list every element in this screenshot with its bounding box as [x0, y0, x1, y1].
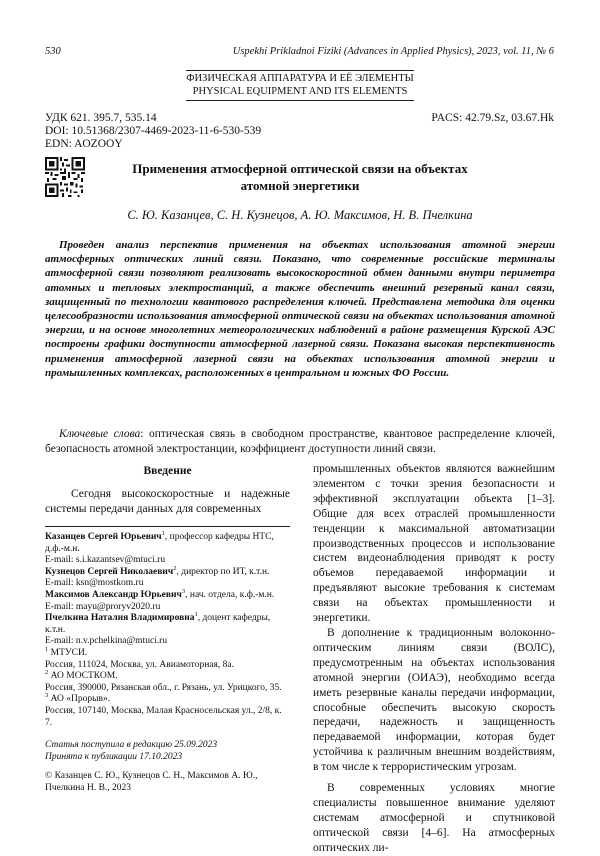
copyright-notice: © Казанцев С. Ю., Кузнецов С. Н., Максимов А. Ю., Пчелкина Н. В., 2023 [45, 771, 258, 793]
affiliation-1: $^1$ МТУСИ. [45, 645, 88, 658]
body-column-right [313, 462, 555, 856]
body-paragraph: В дополнение к традиционным волоконно-оптическим линиям связи (ВОЛС), предусмотренным на объектах использования атомной энергии (ОИАЭ), необходимо всегда иметь резервные каналы передачи информации, способные обеспечить высокую скорость передачи, надежность и защищенность передаваемой информации, которая будет устойчива к различным внешним воздействиям, в том числе к террористическим угрозам. [313, 626, 555, 774]
affiliation-3-address: Россия, 107140, Москва, Малая Красносельская ул., 2/8, к. 7. [45, 705, 282, 728]
author-4-info: Пчелкина Наталия Владимировна$^1$, доцент кафедры, к.т.н. [45, 611, 271, 635]
footnote-rule [45, 526, 290, 527]
udk-code: УДК 621. 395.7, 535.14 [45, 112, 157, 124]
affiliation-1-address: Россия, 111024, Москва, ул. Авиамоторная, 8а. [45, 659, 234, 670]
article-title: Применения атмосферной оптической связи на объектах атомной энергетики [132, 161, 468, 193]
qr-code-icon [45, 157, 85, 197]
keywords-label: Ключевые слова [59, 428, 141, 440]
author-2-email: E-mail: ksn@mostkom.ru [45, 578, 144, 589]
author-3-info: Максимов Александр Юрьевич$^3$, нач. отдела, к.ф.-м.н. [45, 587, 275, 600]
page-number: 530 [45, 46, 61, 57]
affiliation-2-address: Россия, 390000, Рязанская обл., г. Рязань, ул. Урицкого, 35. [45, 682, 282, 693]
author-footnotes [45, 529, 290, 729]
intro-heading: Введение [143, 465, 192, 477]
accepted-date: Принята к публикации 17.10.2023 [45, 751, 183, 762]
received-date: Статья поступила в редакцию 25.09.2023 [45, 740, 218, 750]
author-1-email: E-mail: s.i.kazantsev@mtuci.ru [45, 555, 166, 566]
author-2-info: Кузнецов Сергей Николаевич$^2$, директор по ИТ, к.т.н. [45, 564, 270, 577]
section-heading-ru: ФИЗИЧЕСКАЯ АППАРАТУРА И ЕЁ ЭЛЕМЕНТЫ [186, 73, 414, 84]
edn-code: EDN: AOZOOY [45, 138, 123, 150]
author-4-email: E-mail: n.v.pchelkina@mtuci.ru [45, 636, 168, 647]
section-rule-bottom [186, 100, 414, 101]
author-3-email: E-mail: mayu@proryv2020.ru [45, 601, 161, 612]
keywords [45, 427, 555, 456]
body-paragraph: В современных условиях многие специалисты повышенное внимание уделяют системам атмосферной и спутниковой оптической связи [4–6]. На атмосферных оптических ли- [313, 782, 555, 854]
article-authors: С. Ю. Казанцев, С. Н. Кузнецов, А. Ю. Максимов, Н. В. Пчелкина [127, 208, 473, 222]
section-rule-top [186, 70, 414, 71]
affiliation-2: $^2$ АО МОСТКОМ. [45, 668, 118, 682]
abstract: Проведен анализ перспектив применения на объектах использования атомной энергии атмосферных оптических линий связи. Показано, что современные российские терминалы атмосферной связи позволяют реализовать высокоскоростной обмен данными внутри периметра атомных и тепловых электростанций, а также обеспечить внешний резервный канал связи, защищенный по технологии квантового распределения ключей. Представлена методика для оценки целесообразности использования атмосферной оптической связи на объектах использования атомной энергии, и на основе многолетних метеорологических наблюдений в районе размещения Курской АЭС построены графики доступности атмосферной лазерной связи. Показана высокая перспективность применения атмосферной лазерной связи на объектах использования атомной энергии и промышленных комплексах, расположенных в центральном и южных ФО России. [45, 239, 555, 379]
keywords-text: : оптическая связь в свободном пространстве, квантовое распределение ключей, безопасность атомной электростанции, коэффициент доступности линий связи. [45, 428, 555, 455]
intro-paragraph: Сегодня высокоскоростные и надежные системы передачи данных для современных [45, 488, 290, 515]
author-1-info: Казанцев Сергей Юрьевич$^1$, профессор кафедры НТС, д.ф.-м.н. [45, 529, 274, 554]
body-paragraph: промышленных объектов являются важнейшим элементом с точки зрения безопасности и эффективной эксплуатации объекта [1–3]. Общие для всех отраслей промышленности тенденции к максимальной автоматизации производственных процессов и использование систем видеонаблюдения приводят к росту объемов передаваемой информации и предъявляют высокие требования к системам связи на объектах промышленности и энергетики. [313, 463, 555, 625]
doi: DOI: 10.51368/2307-4469-2023-11-6-530-539 [45, 125, 262, 137]
journal-running-head: Uspekhi Prikladnoi Fiziki (Advances in Applied Physics), 2023, vol. 11, № 6 [232, 46, 554, 57]
affiliation-3: $^3$ АО «Прорыв». [45, 692, 111, 705]
pacs-code: PACS: 42.79.Sz, 03.67.Hk [431, 112, 554, 124]
section-heading-en: PHYSICAL EQUIPMENT AND ITS ELEMENTS [192, 86, 408, 97]
article-dates [45, 740, 290, 763]
